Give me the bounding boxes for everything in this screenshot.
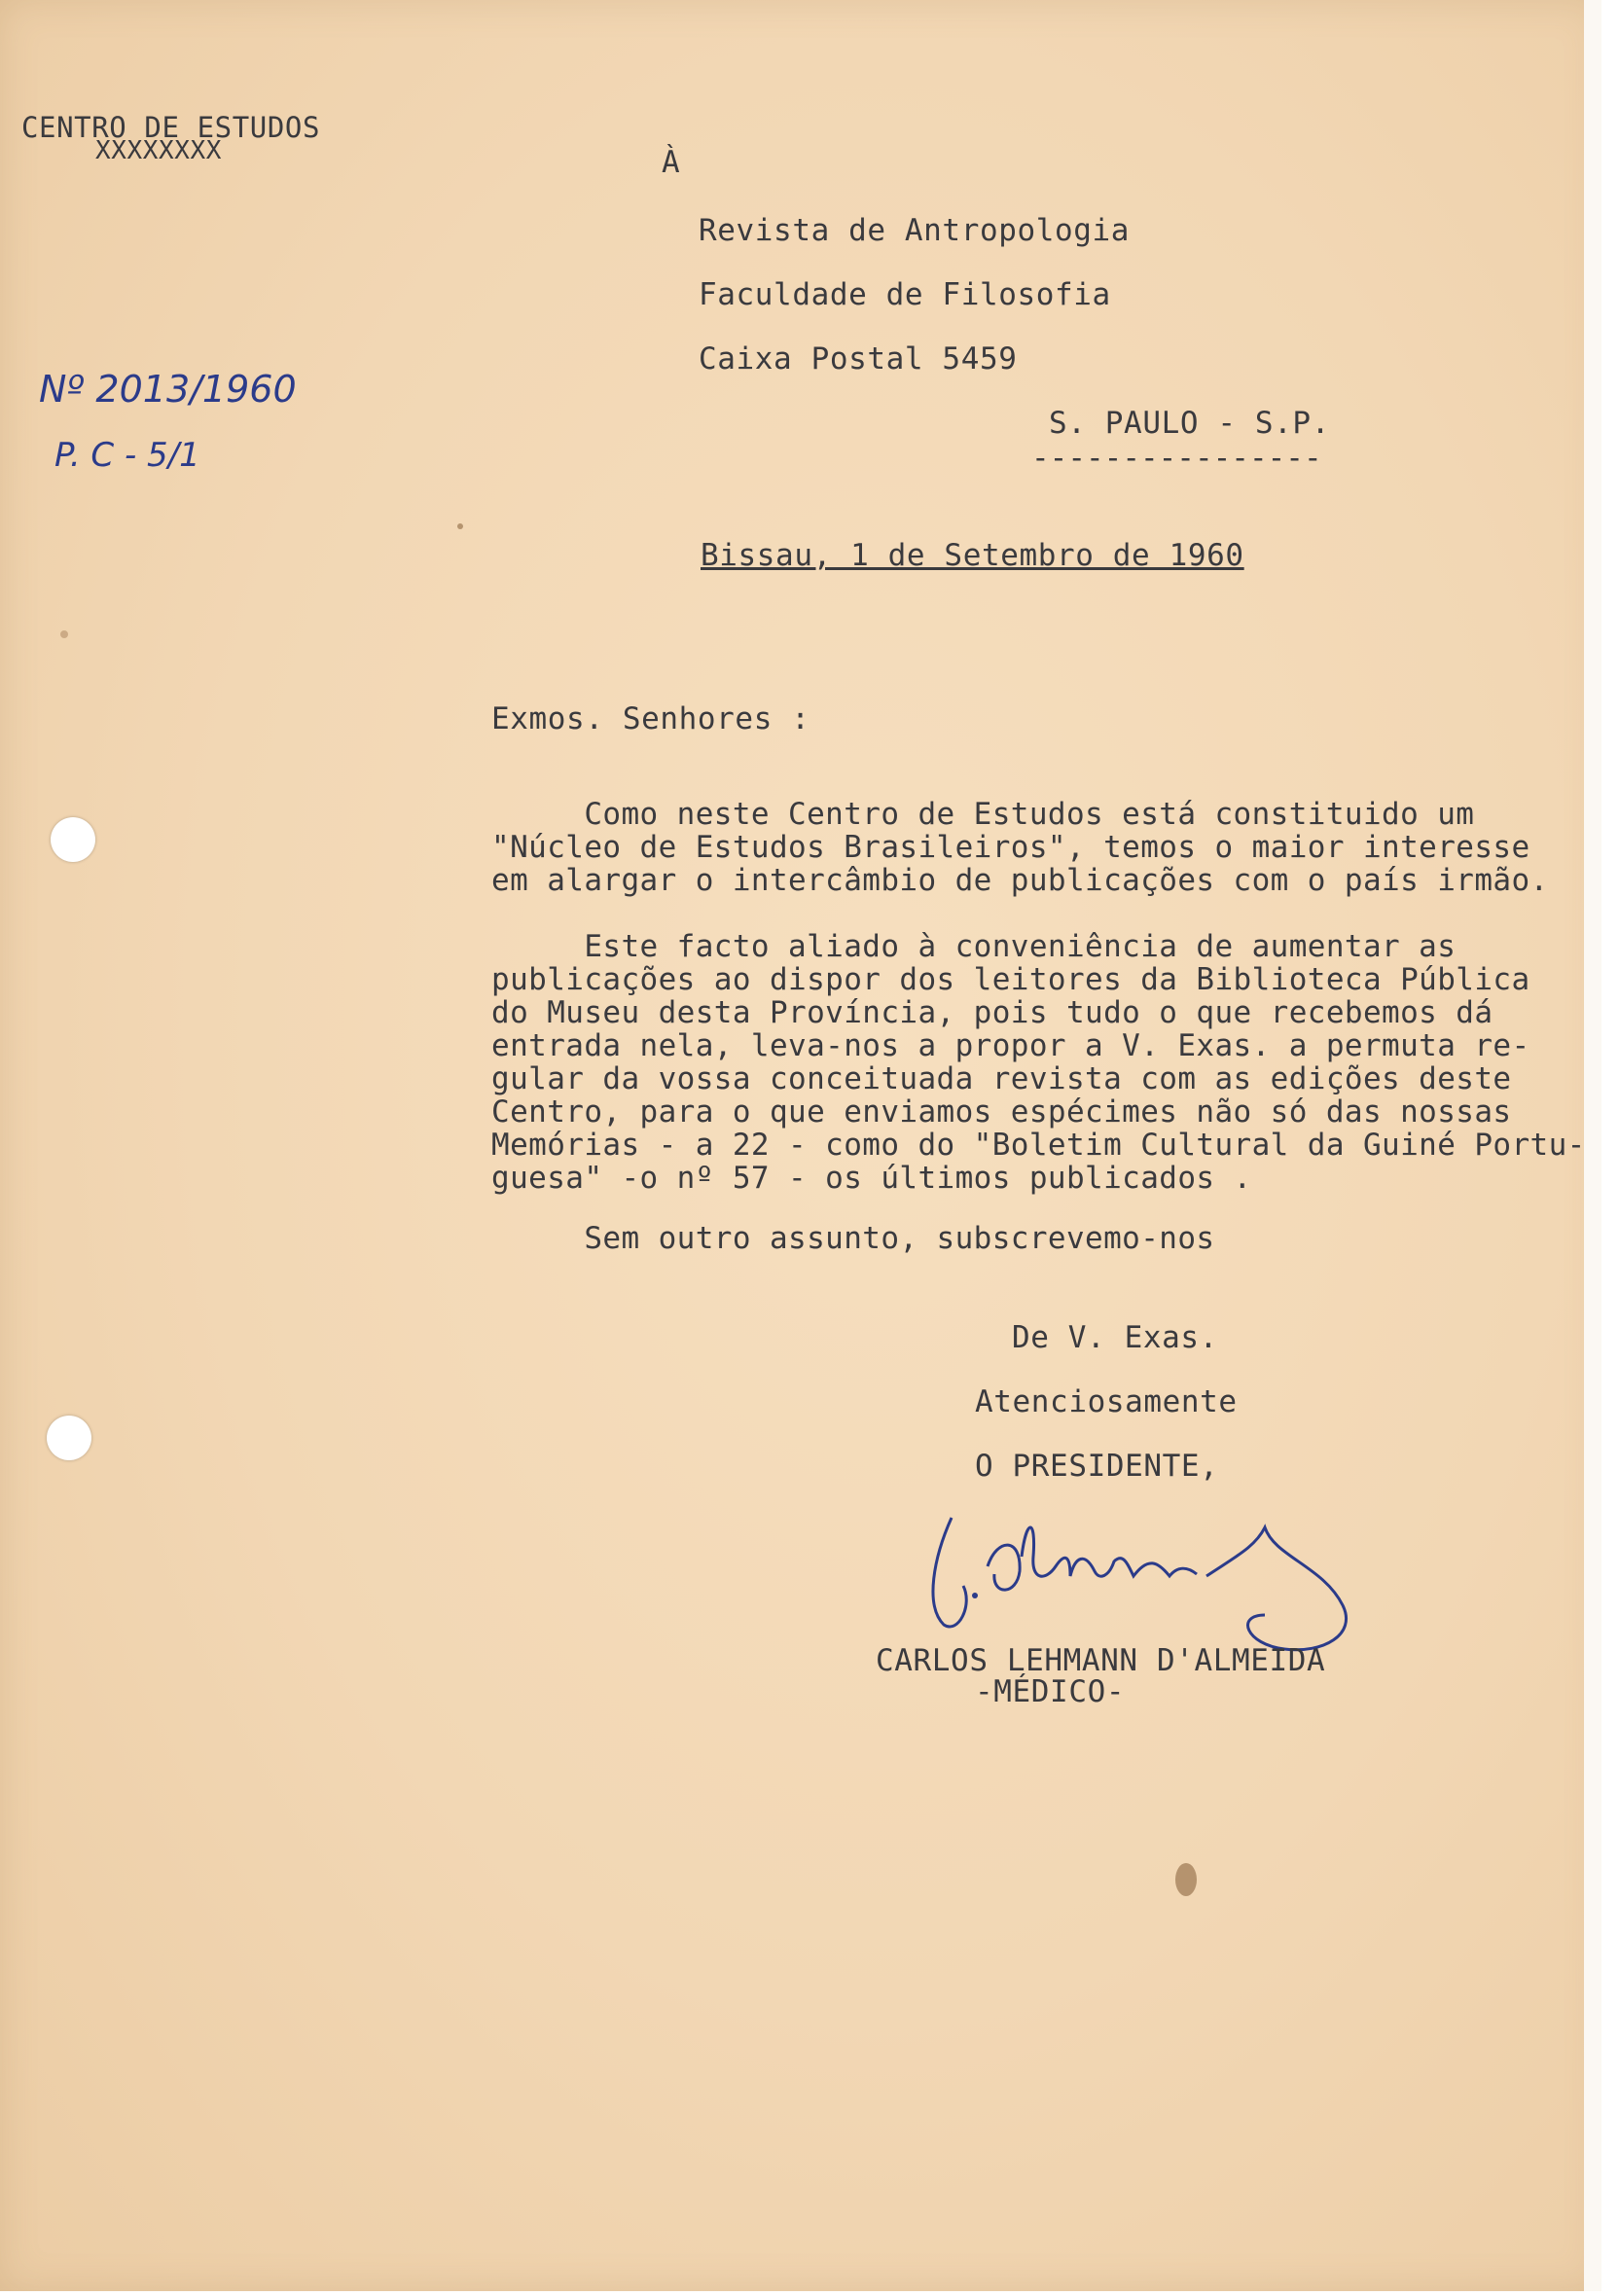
paragraph-2-line: publicações ao dispor dos leitores da Biblioteca Pública [491, 962, 1530, 997]
paragraph-1-line: Como neste Centro de Estudos está constituido um [491, 797, 1475, 832]
recipient-line-1: Revista de Antropologia [699, 213, 1131, 248]
paragraph-2-line: gular da vossa conceituada revista com as edições deste [491, 1061, 1512, 1096]
paper-stain [1175, 1863, 1197, 1896]
paper-stain [457, 523, 463, 529]
punch-hole-bottom [47, 1416, 91, 1460]
signer-role: -MÉDICO- [975, 1674, 1126, 1709]
paragraph-2-line: Centro, para o que enviamos espécimes não só das nossas [491, 1094, 1512, 1130]
paragraph-2-line: guesa" -o nº 57 - os últimos publicados . [491, 1161, 1252, 1196]
recipient-prefix: À [662, 145, 681, 180]
signoff-line-2: Atenciosamente [975, 1384, 1238, 1419]
letterhead-org: CENTRO DE ESTUDOS [21, 111, 321, 144]
recipient-line-3: Caixa Postal 5459 [699, 341, 1018, 377]
handwritten-reference-code: P. C - 5/1 [54, 436, 200, 475]
signoff-line-1: De V. Exas. [1012, 1320, 1218, 1355]
paragraph-2-line: entrada nela, leva-nos a propor a V. Exas. a permuta re- [491, 1028, 1530, 1063]
letterhead-struck: XXXXXXXX [95, 136, 223, 165]
page-edge [1584, 0, 1601, 2291]
paragraph-1-line: "Núcleo de Estudos Brasileiros", temos o maior interesse [491, 830, 1530, 865]
date-line: Bissau, 1 de Setembro de 1960 [701, 538, 1244, 573]
handwritten-reference-number: Nº 2013/1960 [39, 368, 297, 411]
signer-name: CARLOS LEHMANN D'ALMEIDA [876, 1643, 1326, 1678]
salutation: Exmos. Senhores : [491, 701, 810, 736]
closing-line: Sem outro assunto, subscrevemo-nos [491, 1221, 1215, 1256]
recipient-underline: ---------------- [1031, 441, 1322, 476]
recipient-line-2: Faculdade de Filosofia [699, 277, 1111, 312]
recipient-city: S. PAULO - S.P. [1049, 406, 1330, 441]
paper-stain [60, 630, 68, 638]
paragraph-2-line: do Museu desta Província, pois tudo o que recebemos dá [491, 995, 1493, 1030]
punch-hole-top [51, 817, 95, 862]
paragraph-2-line: Memórias - a 22 - como do "Boletim Cultural da Guiné Portu- [491, 1128, 1586, 1163]
paragraph-1-line: em alargar o intercâmbio de publicações com o país irmão. [491, 863, 1549, 898]
signoff-title: O PRESIDENTE, [975, 1449, 1219, 1484]
paragraph-2-line: Este facto aliado à conveniência de aumentar as [491, 929, 1457, 964]
